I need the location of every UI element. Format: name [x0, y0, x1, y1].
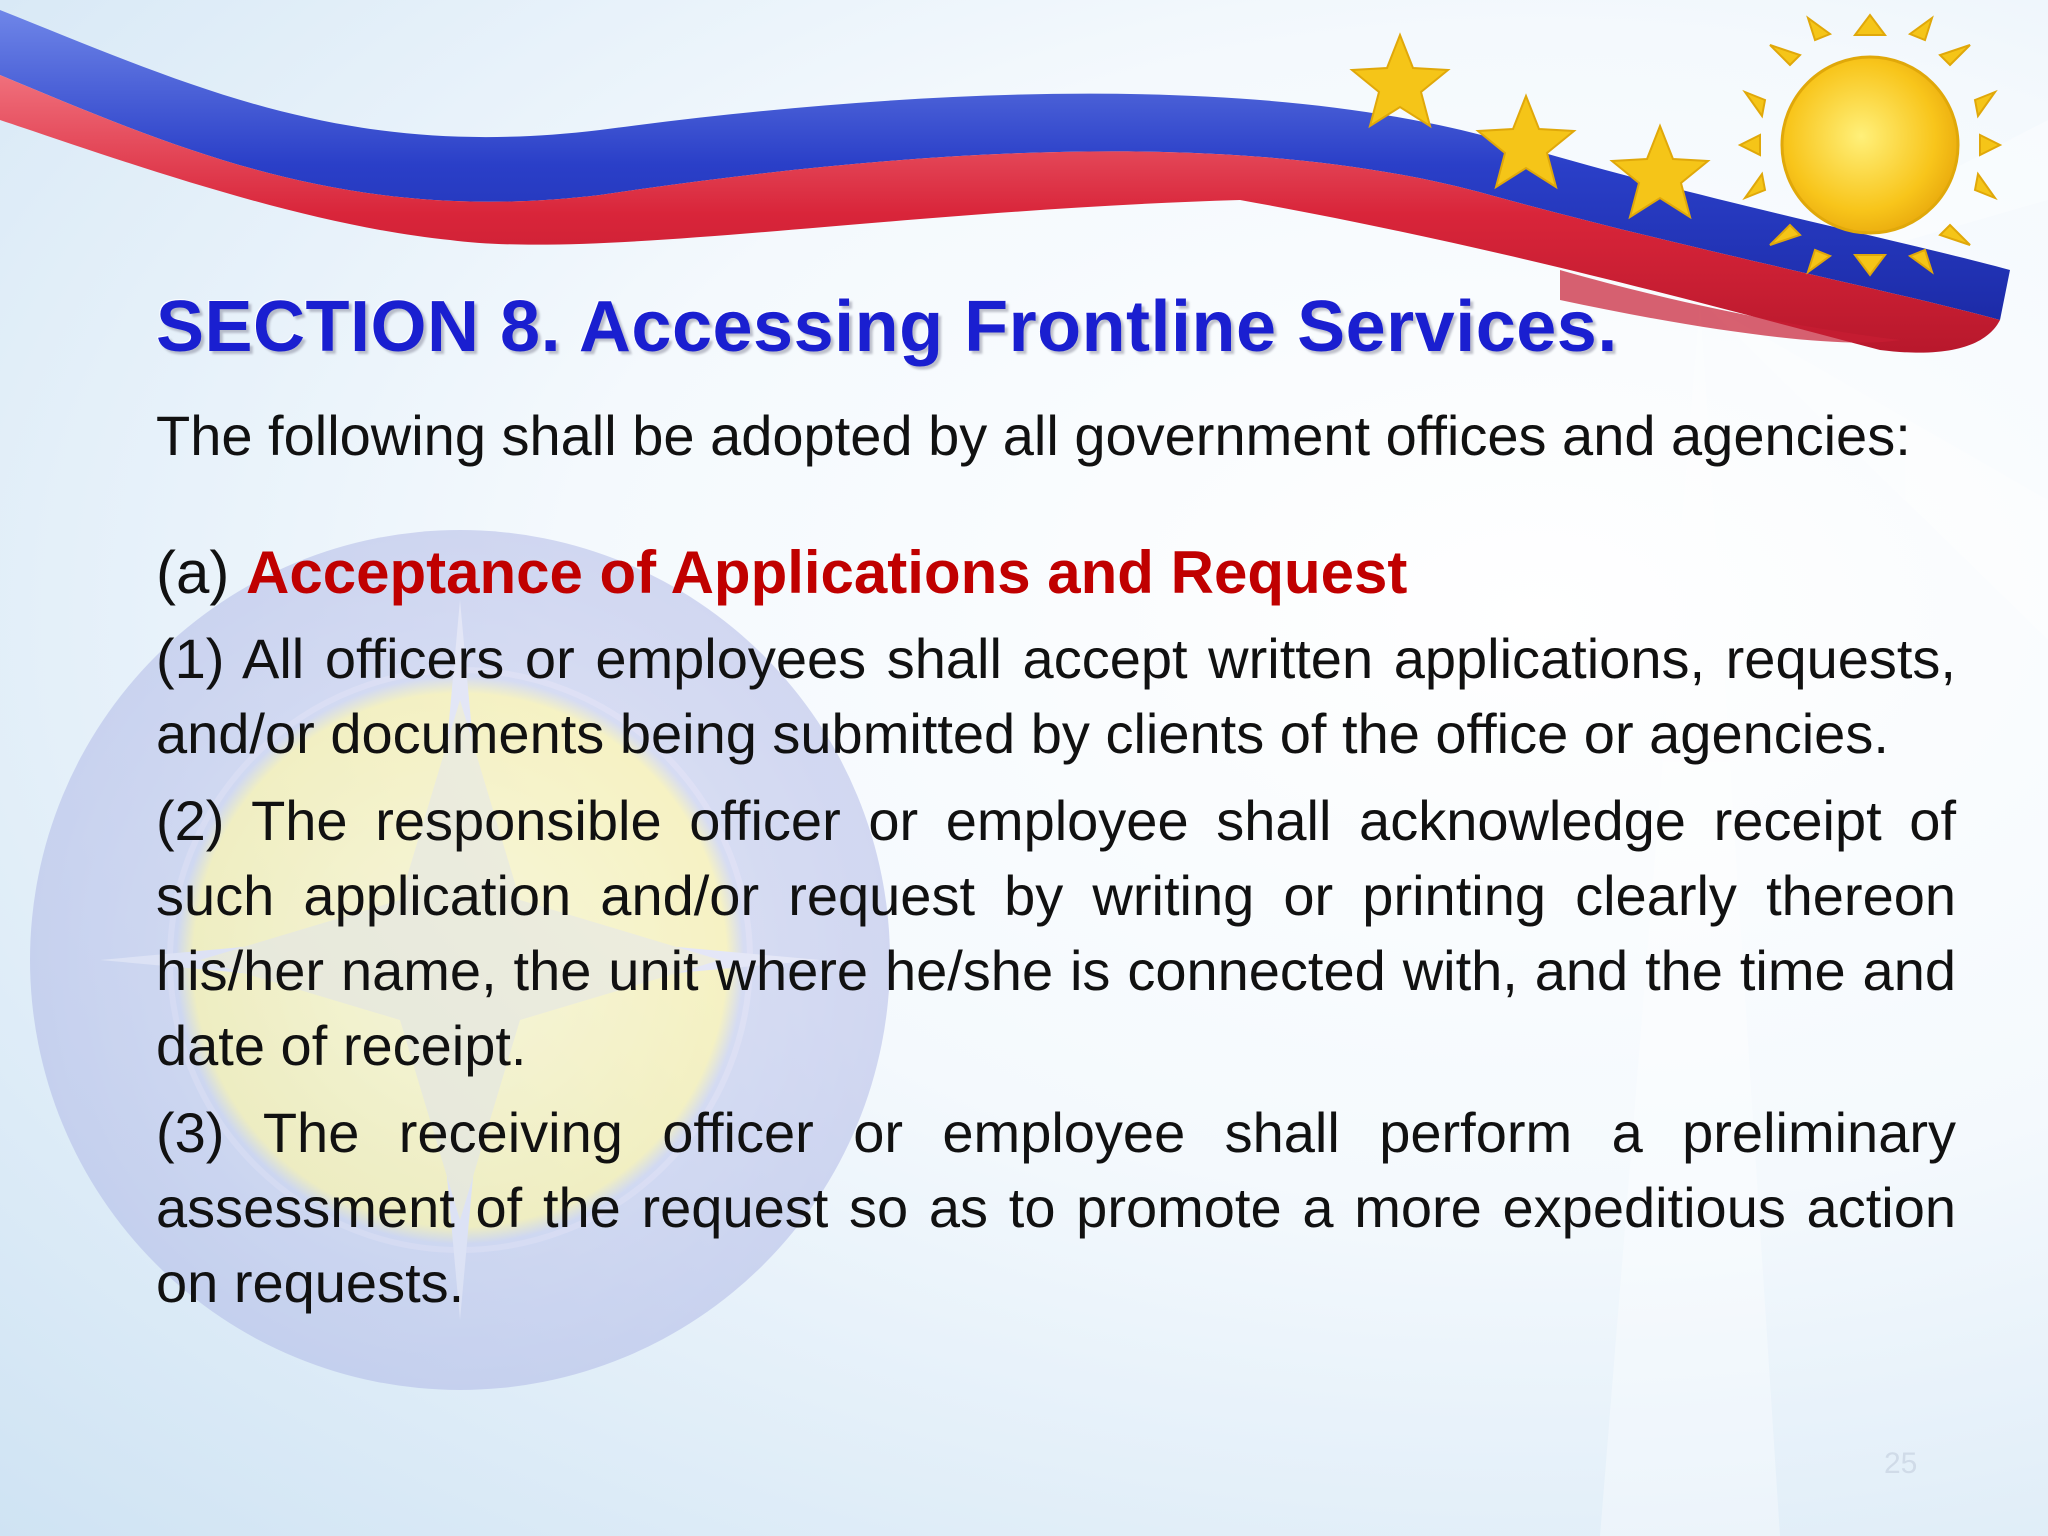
subsection-label: (a) — [156, 539, 230, 606]
slide-body — [156, 398, 1956, 1332]
subsection-title: Acceptance of Applications and Request — [246, 539, 1408, 606]
list-item-3: (3) The receiving officer or employee shall perform a preliminary assessment of the request so as to promote a more expeditious action on requests. — [156, 1101, 1956, 1314]
intro-paragraph: The following shall be adopted by all government offices and agencies: — [156, 404, 1911, 467]
list-item-2: (2) The responsible officer or employee shall acknowledge receipt of such application and/or request by writing or printing clearly thereon his/her name, the unit where he/she is connected with, and the time and date of receipt. — [156, 789, 1956, 1077]
page-number: 25 — [1884, 1447, 1918, 1480]
slide-title: SECTION 8. Accessing Frontline Services. — [156, 287, 1618, 367]
list-item-1: (1) All officers or employees shall accept written applications, requests, and/or documents being submitted by clients of the office or agencies. — [156, 627, 1956, 765]
subsection-heading — [156, 533, 1956, 613]
